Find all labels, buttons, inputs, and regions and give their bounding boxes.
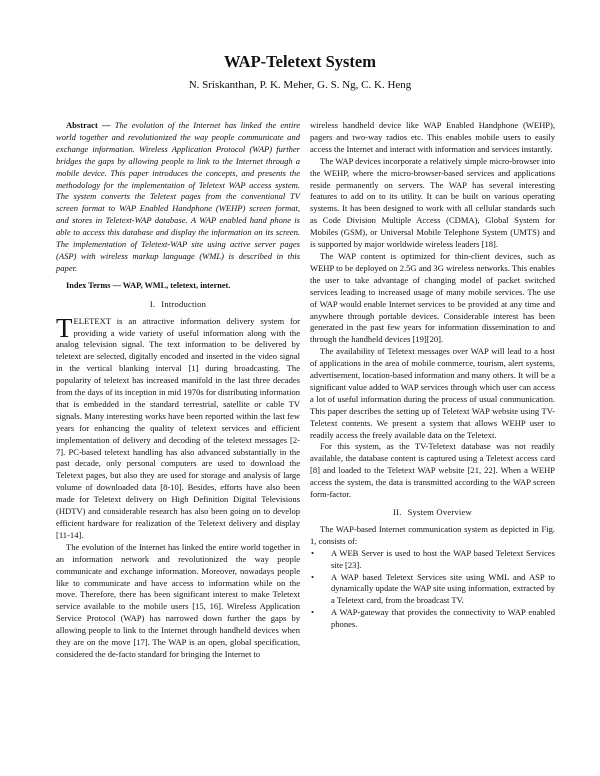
list-item-text: A WAP-gateway that provides the connectivity to WAP enabled phones. <box>331 607 555 630</box>
abstract-text: The evolution of the Internet has linked the entire world together and revolutionized the way people communicate and exchange information. Wireless Application Protocol (WAP) further bridges the gaps by allowing people to link to the Internet through a mobile device. This paper introduces the concepts, and presents the methodology for the implementation of Teletext WAP access system. The system converts the Teletext pages from the conventional TV screen format to WAP Enabled Handphone (WEHP) screen format, and stores in Teletext-WAP database. A WAP enabled hand phone is able to access this database and display the information on its screen. The implementation of Teletext-WAP site using active server pages (ASP) with wireless markup language (WML) is described in this paper. <box>56 120 300 273</box>
abstract <box>56 120 300 275</box>
paragraph: wireless handheld device like WAP Enabled Handphone (WEHP), pagers and two-way radios etc. This enables mobile users to easily access the Internet and interact with information and services instantly. <box>310 120 555 154</box>
bullet-list <box>310 548 555 631</box>
left-column <box>56 120 300 661</box>
paragraph: The WAP content is optimized for thin-client devices, such as WEHP to be deployed on 2.5G and 3G wireless networks. This enables the user to take advantage of changing model of packet switched services leading to increased usage of many mobile services. The use of WAP would enable Internet services to be provided at any time and anywhere through portable devices. Considerable interest has been generated in the past few years for information dissemination to and through the handheld devices [19][20]. <box>310 250 555 345</box>
list-item <box>310 607 555 631</box>
paper-authors: N. Sriskanthan, P. K. Meher, G. S. Ng, C. K. Heng <box>188 79 412 91</box>
right-column <box>310 120 555 631</box>
section-number: II. <box>393 507 402 517</box>
drop-cap: T <box>56 312 73 343</box>
section-heading-introduction <box>56 299 300 311</box>
paper-title: WAP-Teletext System <box>224 52 376 71</box>
paragraph: The availability of Teletext messages over WAP will lead to a host of applications in the area of mobile commerce, tourism, alert systems, advertisement, location-based information and many others. It will be a significant value added to WAP services through which user can access a lot of useful information during the process of usual communication. This paper describes the setting up of Teletext WAP website using TV-Teletext contents. We present a system that allows WEHP user to readily access the freely available data on the Teletext. <box>310 346 555 440</box>
list-item <box>310 548 555 572</box>
paragraph: The evolution of the Internet has linked the entire world together in an information network and revolutionized the way people communicate and exchange information. Moreover, nowadays people like to communicate and have access to information while on the move. Therefore, there has been significant interest to make Teletext service available to the mobile users [15, 16]. Wireless Application Service Protocol (WAP) has narrowed down further the gaps by allowing people to link to the Internet through handheld devices when they are on the move [17]. The WAP is an open, global specification, considered the de-facto standard for bringing the Internet to <box>56 541 300 659</box>
bullet-icon: • <box>311 607 314 618</box>
list-item-text: A WAP based Teletext Services site using WML and ASP to dynamically update the WAP site using information, extracted by a Teletext card, from the broadcast TV. <box>331 571 555 606</box>
paragraph: The WAP-based Internet communication system as depicted in Fig. 1, consists of: <box>310 523 555 546</box>
bullet-icon: • <box>311 547 314 558</box>
bullet-icon: • <box>311 571 314 582</box>
paragraph: For this system, as the TV-Teletext database was not readily available, the database content is captured using a Teletext access card [8] and loaded to the Teletext WAP website [21, 22]. When a WEHP access the system, the data is transmitted according to the WAP screen form-factor. <box>310 441 555 500</box>
section-number: I. <box>149 298 156 309</box>
section-title: System Overview <box>407 507 472 517</box>
section-heading-system-overview <box>310 507 555 519</box>
paragraph-text: ELETEXT is an attractive information delivery system for providing a wide variety of useful information along with the analog television signal. The text information to be delivered by teletext are selected, digitally encoded and inserted in the video signal in the vertical blanking interval [1] during broadcasting. The popularity of teletext has increased manifold in the last three decades from the days of its inception in mid 1970s for distributing information that is embedded in the standard terrestrial, satellite or cable TV signals. Many interesting works have been reported within the last few years for enhancing the quality of teletext services and efficient implementation of delivery and decoding of the teletext messages [2-7]. PC-based teletext handling has also advanced substantially in the past decade, only personal computers are used to download the Teletext pages, but also they are used for storage and analysis of large volume of downloaded data [8-10]. Besides, efforts have also been made for Teletext delivery on High Definition Digital Televisions (HDTV) and considerable research has also been going on to develop efficient hardware for realization of the Teletext delivery and display [11-14]. <box>56 315 300 540</box>
list-item <box>310 572 555 608</box>
paragraph: The WAP devices incorporate a relatively simple micro-browser into the WEHP, where the micro-browser-based services and applications reside permanently on servers. The WAP has several interesting features to add on to its utility. It can be built on various operating systems. It has been designed to work with all cellular standards such as Code Division Multiple Access (CDMA), Global System for Mobiles (GSM), or Universal Mobile Telephone System (UMTS) and is supported by major worldwide wireless leaders [18]. <box>310 155 555 250</box>
abstract-label: Abstract — <box>66 120 111 130</box>
paragraph <box>56 312 300 542</box>
list-item-text: A WEB Server is used to host the WAP based Teletext Services site [23]. <box>331 547 555 570</box>
index-terms: Index Terms — WAP, WML, teletext, internet. <box>66 280 231 290</box>
section-title: Introduction <box>161 298 207 309</box>
